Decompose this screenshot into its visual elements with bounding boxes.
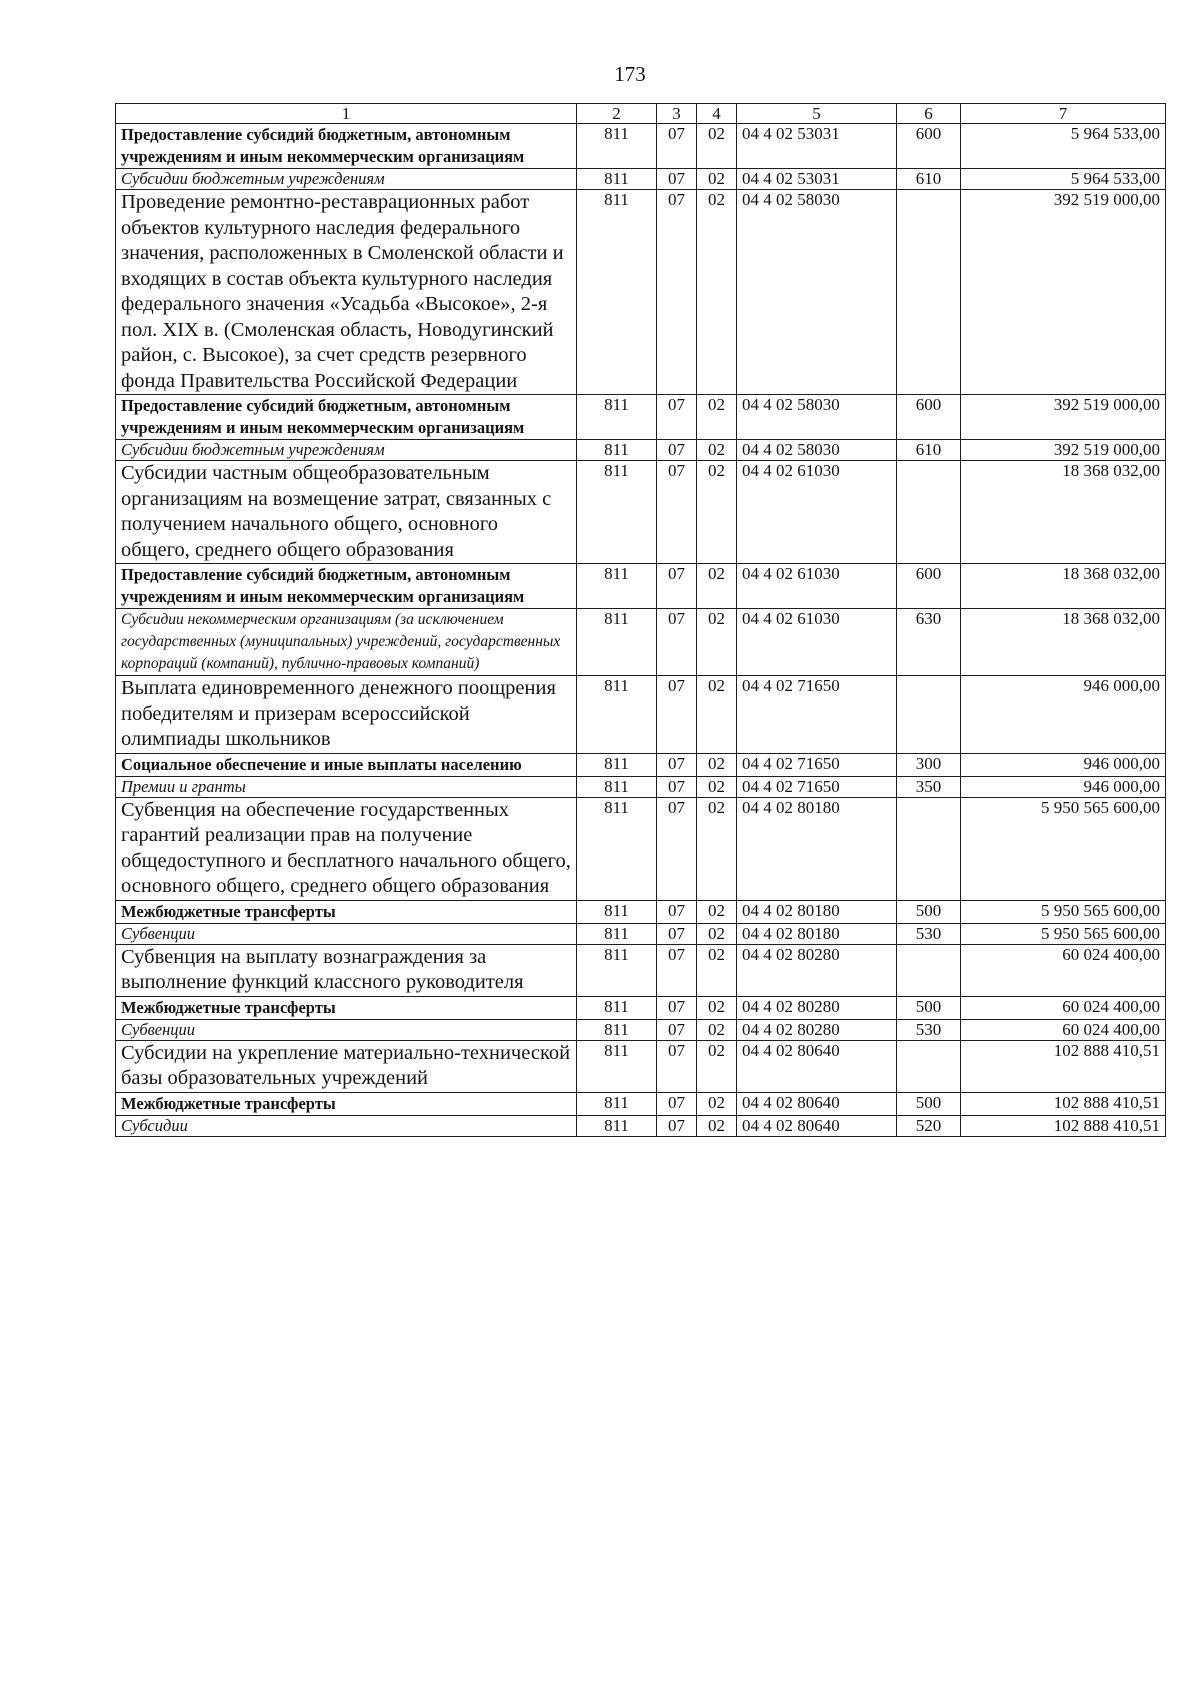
amount: 18 368 032,00: [961, 564, 1166, 609]
subsection-code: 02: [697, 944, 737, 996]
amount: 18 368 032,00: [961, 461, 1166, 564]
expense-type-code: 500: [897, 900, 961, 923]
subsection-code: 02: [697, 996, 737, 1019]
section-code: 07: [657, 169, 697, 190]
section-code: 07: [657, 753, 697, 776]
target-article-code: 04 4 02 80640: [737, 1092, 897, 1115]
subsection-code: 02: [697, 461, 737, 564]
target-article-code: 04 4 02 80180: [737, 797, 897, 900]
row-name: Субвенция на обеспечение государственных гарантий реализации прав на получение общедоступного и бесплатного начального общего, основного общего, среднего общего образования: [116, 797, 577, 900]
table-row: [116, 124, 1166, 169]
row-name: Субсидии бюджетным учреждениям: [116, 169, 577, 190]
table-row: [116, 797, 1166, 900]
admin-code: 811: [577, 609, 657, 676]
table-body: [116, 124, 1166, 1137]
subsection-code: 02: [697, 190, 737, 395]
expense-type-code: 630: [897, 609, 961, 676]
expense-type-code: 350: [897, 776, 961, 797]
table-row: [116, 776, 1166, 797]
row-name: Предоставление субсидий бюджетным, автономным учреждениям и иным некоммерческим организациям: [116, 124, 577, 169]
expense-type-code: [897, 797, 961, 900]
section-code: 07: [657, 395, 697, 440]
table-row: [116, 440, 1166, 461]
column-header: 1: [116, 104, 577, 124]
subsection-code: 02: [697, 923, 737, 944]
target-article-code: 04 4 02 80280: [737, 1019, 897, 1040]
section-code: 07: [657, 1040, 697, 1092]
row-name: Предоставление субсидий бюджетным, автономным учреждениям и иным некоммерческим организациям: [116, 395, 577, 440]
subsection-code: 02: [697, 395, 737, 440]
column-header: 6: [897, 104, 961, 124]
admin-code: 811: [577, 797, 657, 900]
amount: 392 519 000,00: [961, 440, 1166, 461]
subsection-code: 02: [697, 124, 737, 169]
table-row: [116, 1092, 1166, 1115]
amount: 392 519 000,00: [961, 395, 1166, 440]
admin-code: 811: [577, 190, 657, 395]
section-code: 07: [657, 1092, 697, 1115]
subsection-code: 02: [697, 1040, 737, 1092]
section-code: 07: [657, 900, 697, 923]
target-article-code: 04 4 02 71650: [737, 753, 897, 776]
column-header: 4: [697, 104, 737, 124]
admin-code: 811: [577, 923, 657, 944]
target-article-code: 04 4 02 80180: [737, 923, 897, 944]
table-row: [116, 753, 1166, 776]
section-code: 07: [657, 676, 697, 754]
table-row: [116, 169, 1166, 190]
row-name: Предоставление субсидий бюджетным, автономным учреждениям и иным некоммерческим организациям: [116, 564, 577, 609]
table-row: [116, 676, 1166, 754]
expense-type-code: 600: [897, 564, 961, 609]
table-row: [116, 190, 1166, 395]
target-article-code: 04 4 02 80180: [737, 900, 897, 923]
section-code: 07: [657, 1019, 697, 1040]
amount: 60 024 400,00: [961, 996, 1166, 1019]
amount: 946 000,00: [961, 676, 1166, 754]
table-row: [116, 944, 1166, 996]
page-number: 173: [614, 62, 646, 86]
row-name: Социальное обеспечение и иные выплаты населению: [116, 753, 577, 776]
table-row: [116, 1040, 1166, 1092]
column-header: 3: [657, 104, 697, 124]
admin-code: 811: [577, 395, 657, 440]
expense-type-code: [897, 190, 961, 395]
target-article-code: 04 4 02 58030: [737, 440, 897, 461]
admin-code: 811: [577, 1019, 657, 1040]
target-article-code: 04 4 02 58030: [737, 395, 897, 440]
subsection-code: 02: [697, 564, 737, 609]
section-code: 07: [657, 1115, 697, 1136]
expense-type-code: 530: [897, 1019, 961, 1040]
amount: 946 000,00: [961, 776, 1166, 797]
column-header: 7: [961, 104, 1166, 124]
amount: 392 519 000,00: [961, 190, 1166, 395]
target-article-code: 04 4 02 58030: [737, 190, 897, 395]
row-name: Выплата единовременного денежного поощрения победителям и призерам всероссийской олимпиады школьников: [116, 676, 577, 754]
target-article-code: 04 4 02 61030: [737, 564, 897, 609]
row-name: Субсидии частным общеобразовательным организациям на возмещение затрат, связанных с получением начального общего, основного общего, среднего общего образования: [116, 461, 577, 564]
admin-code: 811: [577, 1092, 657, 1115]
row-name: Субвенции: [116, 1019, 577, 1040]
table-row: [116, 1019, 1166, 1040]
target-article-code: 04 4 02 80640: [737, 1115, 897, 1136]
target-article-code: 04 4 02 61030: [737, 461, 897, 564]
table-row: [116, 395, 1166, 440]
column-header: 5: [737, 104, 897, 124]
amount: 102 888 410,51: [961, 1040, 1166, 1092]
row-name: Субсидии бюджетным учреждениям: [116, 440, 577, 461]
subsection-code: 02: [697, 676, 737, 754]
subsection-code: 02: [697, 753, 737, 776]
expense-type-code: 600: [897, 395, 961, 440]
admin-code: 811: [577, 440, 657, 461]
expense-type-code: 610: [897, 440, 961, 461]
subsection-code: 02: [697, 1019, 737, 1040]
target-article-code: 04 4 02 61030: [737, 609, 897, 676]
row-name: Субсидии на укрепление материально-технической базы образовательных учреждений: [116, 1040, 577, 1092]
row-name: Проведение ремонтно-реставрационных работ объектов культурного наследия федерального значения, расположенных в Смоленской области и входящих в состав объекта культурного наследия федерального значения «Усадьба «Высокое», 2-я пол. XIX в. (Смоленская область, Новодугинский район, с. Высокое), за счет средств резервного фонда Правительства Российской Федерации: [116, 190, 577, 395]
column-header: 2: [577, 104, 657, 124]
target-article-code: 04 4 02 53031: [737, 124, 897, 169]
row-name: Премии и гранты: [116, 776, 577, 797]
section-code: 07: [657, 461, 697, 564]
table-row: [116, 900, 1166, 923]
section-code: 07: [657, 124, 697, 169]
subsection-code: 02: [697, 900, 737, 923]
amount: 5 964 533,00: [961, 169, 1166, 190]
table-row: [116, 609, 1166, 676]
expense-type-code: 500: [897, 1092, 961, 1115]
section-code: 07: [657, 776, 697, 797]
table-row: [116, 923, 1166, 944]
subsection-code: 02: [697, 1115, 737, 1136]
expense-type-code: 300: [897, 753, 961, 776]
row-name: Межбюджетные трансферты: [116, 996, 577, 1019]
admin-code: 811: [577, 944, 657, 996]
subsection-code: 02: [697, 776, 737, 797]
row-name: Межбюджетные трансферты: [116, 900, 577, 923]
admin-code: 811: [577, 676, 657, 754]
section-code: 07: [657, 190, 697, 395]
admin-code: 811: [577, 1115, 657, 1136]
admin-code: 811: [577, 564, 657, 609]
admin-code: 811: [577, 1040, 657, 1092]
target-article-code: 04 4 02 71650: [737, 676, 897, 754]
amount: 946 000,00: [961, 753, 1166, 776]
target-article-code: 04 4 02 80280: [737, 944, 897, 996]
column-number-header: [116, 104, 1166, 124]
expense-type-code: [897, 461, 961, 564]
amount: 5 950 565 600,00: [961, 797, 1166, 900]
expense-type-code: 610: [897, 169, 961, 190]
amount: 60 024 400,00: [961, 1019, 1166, 1040]
section-code: 07: [657, 609, 697, 676]
expense-type-code: [897, 944, 961, 996]
subsection-code: 02: [697, 1092, 737, 1115]
amount: 5 950 565 600,00: [961, 923, 1166, 944]
section-code: 07: [657, 797, 697, 900]
target-article-code: 04 4 02 80280: [737, 996, 897, 1019]
section-code: 07: [657, 996, 697, 1019]
section-code: 07: [657, 944, 697, 996]
amount: 18 368 032,00: [961, 609, 1166, 676]
table-row: [116, 996, 1166, 1019]
subsection-code: 02: [697, 440, 737, 461]
admin-code: 811: [577, 124, 657, 169]
subsection-code: 02: [697, 797, 737, 900]
target-article-code: 04 4 02 53031: [737, 169, 897, 190]
expense-type-code: 520: [897, 1115, 961, 1136]
target-article-code: 04 4 02 80640: [737, 1040, 897, 1092]
admin-code: 811: [577, 996, 657, 1019]
amount: 5 964 533,00: [961, 124, 1166, 169]
expense-type-code: 500: [897, 996, 961, 1019]
admin-code: 811: [577, 753, 657, 776]
admin-code: 811: [577, 169, 657, 190]
target-article-code: 04 4 02 71650: [737, 776, 897, 797]
table-row: [116, 564, 1166, 609]
row-name: Субсидии: [116, 1115, 577, 1136]
section-code: 07: [657, 564, 697, 609]
admin-code: 811: [577, 776, 657, 797]
admin-code: 811: [577, 900, 657, 923]
expense-type-code: [897, 676, 961, 754]
budget-table: [115, 103, 1166, 1137]
amount: 5 950 565 600,00: [961, 900, 1166, 923]
section-code: 07: [657, 440, 697, 461]
expense-type-code: [897, 1040, 961, 1092]
amount: 102 888 410,51: [961, 1115, 1166, 1136]
table-row: [116, 1115, 1166, 1136]
amount: 102 888 410,51: [961, 1092, 1166, 1115]
subsection-code: 02: [697, 609, 737, 676]
admin-code: 811: [577, 461, 657, 564]
amount: 60 024 400,00: [961, 944, 1166, 996]
row-name: Субвенция на выплату вознаграждения за выполнение функций классного руководителя: [116, 944, 577, 996]
expense-type-code: 530: [897, 923, 961, 944]
table-row: [116, 461, 1166, 564]
row-name: Межбюджетные трансферты: [116, 1092, 577, 1115]
subsection-code: 02: [697, 169, 737, 190]
expense-type-code: 600: [897, 124, 961, 169]
row-name: Субсидии некоммерческим организациям (за исключением государственных (муниципальных) учреждений, государственных корпораций (компаний), публично-правовых компаний): [116, 609, 577, 676]
row-name: Субвенции: [116, 923, 577, 944]
section-code: 07: [657, 923, 697, 944]
